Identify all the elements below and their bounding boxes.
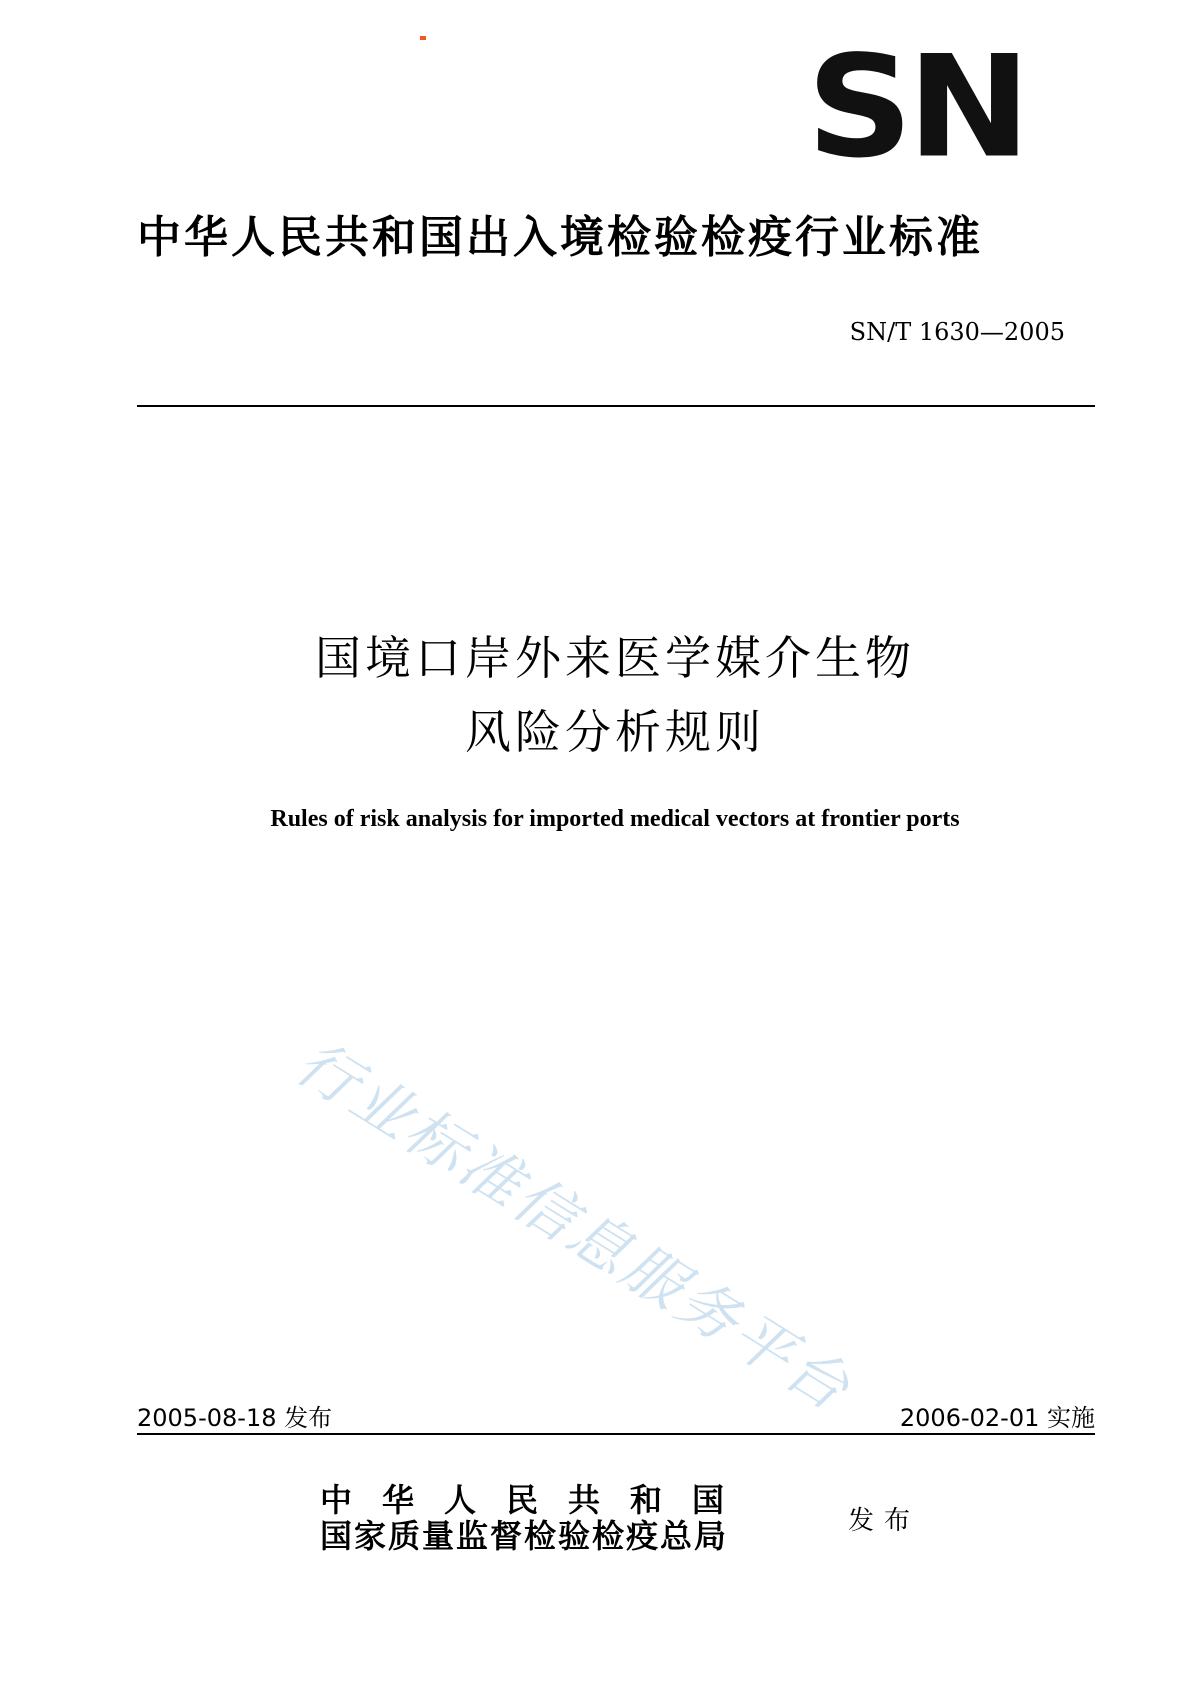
document-title-line-2: 风险分析规则: [465, 705, 765, 759]
publish-label: 发布: [848, 1506, 921, 1536]
english-title: Rules of risk analysis for imported medical vectors at frontier ports: [270, 806, 960, 832]
standard-category-heading: 中华人民共和国出入境检验检疫行业标准: [137, 212, 983, 263]
publisher-line-1: 中华人民共和国: [320, 1481, 755, 1519]
standard-code: SN/T 1630—2005: [849, 318, 1065, 346]
implementation-date: 2006-02-01 实施: [899, 1404, 1095, 1432]
decorative-mark: [420, 36, 426, 40]
header-divider: [137, 405, 1095, 407]
document-title-line-1: 国境口岸外来医学媒介生物: [315, 631, 915, 685]
publisher-line-2: 国家质量监督检验检疫总局: [320, 1517, 729, 1555]
issue-date: 2005-08-18 发布: [137, 1404, 333, 1432]
footer-divider: [137, 1433, 1095, 1435]
sn-logo: SN: [806, 25, 1025, 189]
watermark: 行业标准信息服务平台: [283, 1027, 864, 1427]
